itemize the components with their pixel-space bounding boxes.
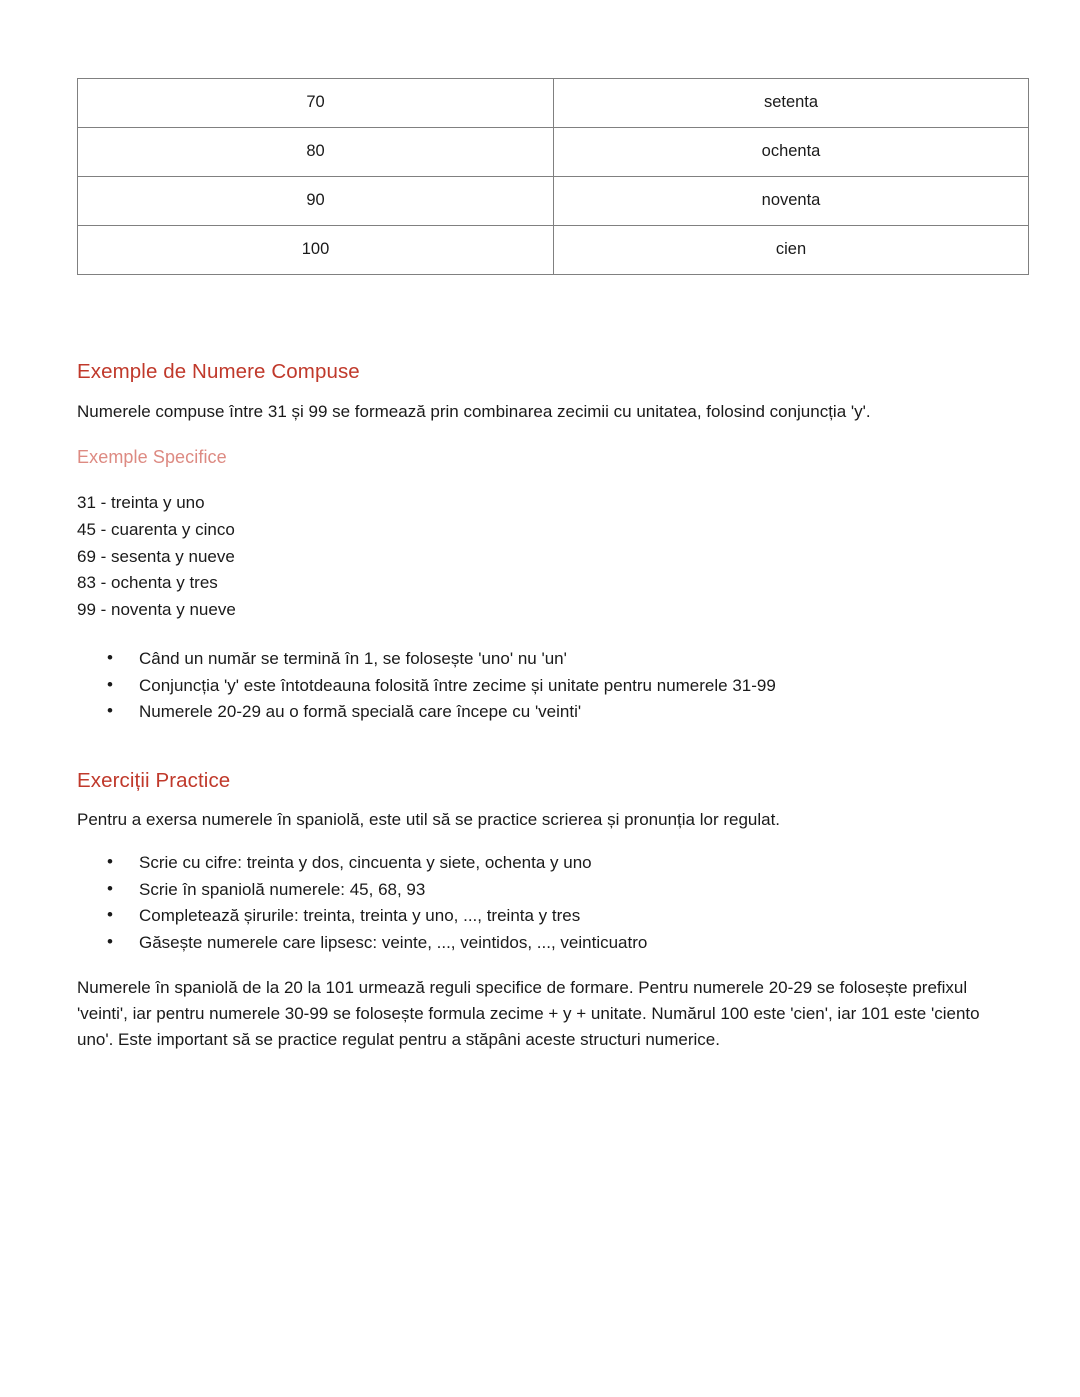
spacer — [77, 794, 1002, 807]
spacer — [77, 275, 1002, 359]
example-line: 45 - cuarenta y cinco — [77, 519, 235, 539]
numbers-table-body — [78, 79, 1029, 275]
spacer — [77, 624, 1002, 646]
table-row — [78, 79, 1029, 128]
list-item: • Scrie în spaniolă numerele: 45, 68, 93 — [77, 877, 1002, 904]
section-summary-paragraph: Numerele în spaniolă de la 20 la 101 urmează reguli specifice de formare. Pentru numerele 20-29 se folosește prefixul 'veinti', iar pentru numerele 30-99 se folosește formula zecime + y + unitate. Numărul 100 este 'cien', iar 101 este 'ciento uno'. Este important să se practice regulat pentru a stăpâni aceste structuri numerice. — [77, 978, 980, 1049]
spacer — [77, 386, 1002, 399]
example-line: 99 - noventa y nueve — [77, 600, 236, 620]
numbers-table — [77, 78, 1029, 275]
examples-line-block — [77, 490, 1002, 624]
table-row — [78, 226, 1029, 275]
list-item: • Găsește numerele care lipsesc: veinte, ..., veintidos, ..., veinticuatro — [77, 930, 1002, 957]
table-cell-word: noventa — [554, 177, 1029, 226]
table-cell-word: ochenta — [554, 128, 1029, 177]
table-cell-number: 90 — [78, 177, 554, 226]
list-item: • Când un număr se termină în 1, se folosește 'uno' nu 'un' — [77, 646, 1002, 673]
section-heading: Exemple de Numere Compuse — [77, 360, 360, 383]
list-item: • Scrie cu cifre: treinta y dos, cincuenta y siete, ochenta y uno — [77, 850, 1002, 877]
example-line: 31 - treinta y uno — [77, 492, 205, 512]
table-row — [78, 128, 1029, 177]
spacer — [77, 470, 1002, 490]
section-heading: Exerciții Practice — [77, 768, 231, 792]
spacer — [77, 726, 1002, 768]
subsection-heading: Exemple Specifice — [77, 447, 227, 468]
table-cell-number: 80 — [78, 128, 554, 177]
spacer — [77, 424, 1002, 446]
example-line: 83 - ochenta y tres — [77, 573, 218, 593]
spacer — [77, 956, 1002, 975]
section-intro-paragraph: Numerele compuse între 31 și 99 se formează prin combinarea zecimii cu unitatea, folosind conjuncția 'y'. — [77, 401, 871, 421]
section-exemple-numere-compuse — [77, 359, 1002, 726]
example-line: 69 - sesenta y nueve — [77, 546, 235, 566]
table-cell-word: cien — [554, 226, 1029, 275]
table-cell-word: setenta — [554, 79, 1029, 128]
section-intro-paragraph: Pentru a exersa numerele în spaniolă, este util să se practice scrierea și pronunția lor regulat. — [77, 810, 781, 830]
table-row — [78, 177, 1029, 226]
table-cell-number: 100 — [78, 226, 554, 275]
notes-bullet-list — [77, 646, 1002, 726]
list-item: • Completează șirurile: treinta, treinta y uno, ..., treinta y tres — [77, 903, 1002, 930]
table-cell-number: 70 — [78, 79, 554, 128]
section-exercitii-practice — [77, 768, 1002, 1053]
tasks-bullet-list — [77, 850, 1002, 956]
list-item: • Conjuncția 'y' este întotdeauna folosită între zecime și unitate pentru numerele 31-99 — [77, 673, 1002, 700]
spacer — [77, 833, 1002, 850]
list-item: • Numerele 20-29 au o formă specială care începe cu 'veinti' — [77, 699, 1002, 726]
